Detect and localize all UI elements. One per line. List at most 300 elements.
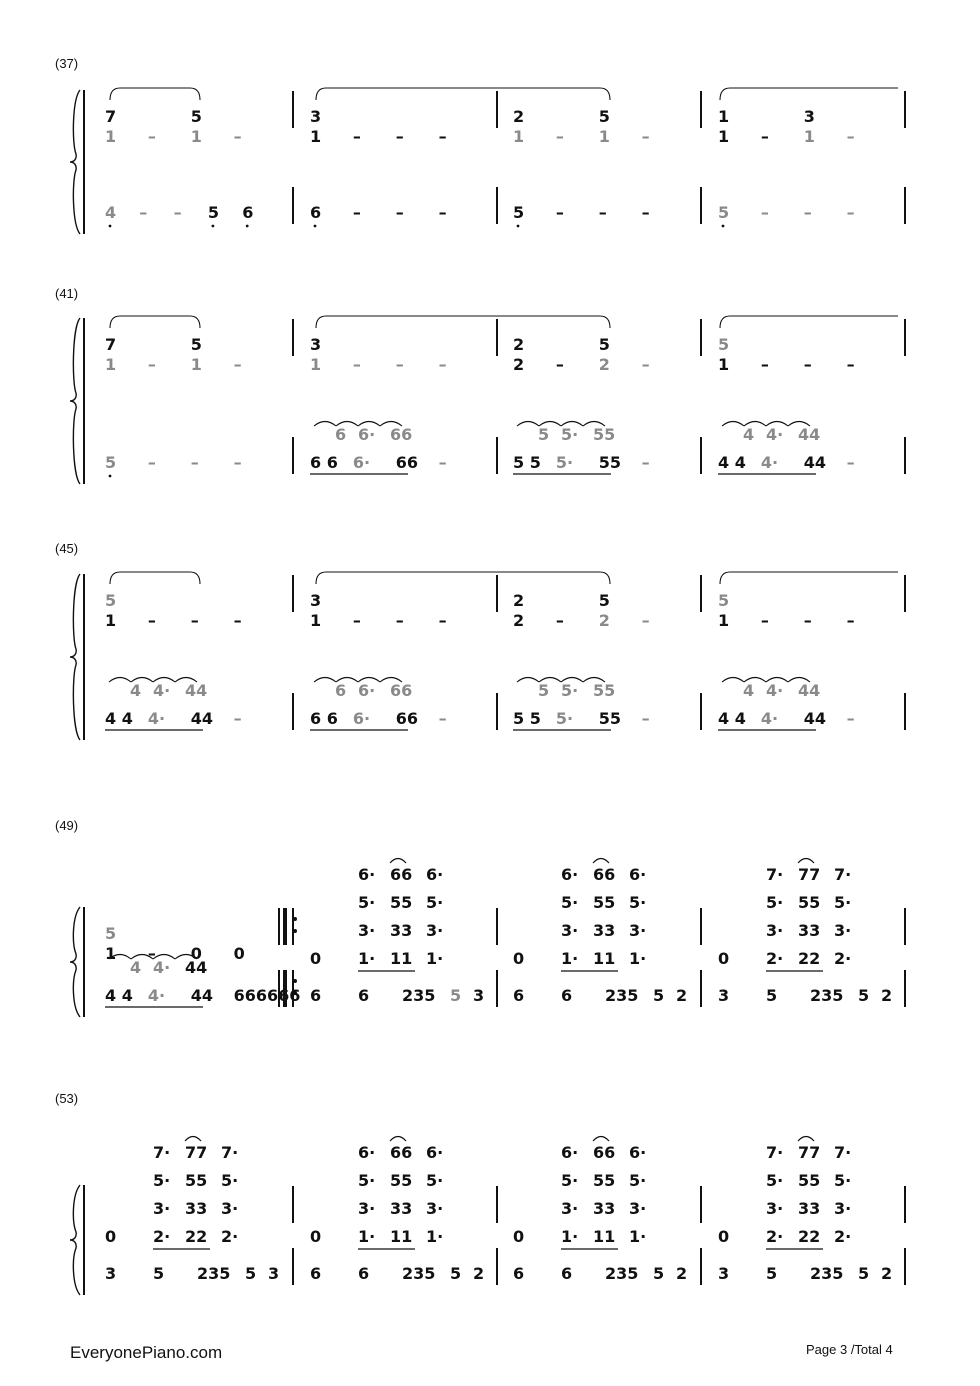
lower-note: 6 6 <box>310 453 338 472</box>
upper-note: – <box>147 355 156 374</box>
upper-note: 2· <box>834 1227 852 1246</box>
lower-note: 6· <box>352 709 371 728</box>
chord-note: 55 <box>185 1171 208 1190</box>
chord-note: 3· <box>426 921 444 940</box>
lower-note: 44 <box>190 709 214 728</box>
measure-number: (53) <box>55 1091 79 1106</box>
lower-note-top: 44 <box>185 958 208 977</box>
measure <box>718 591 855 730</box>
lower-note-top: 6· <box>358 681 376 700</box>
octave-dot <box>246 225 249 228</box>
upper-note-top: 3 <box>310 335 322 354</box>
chord-note: 55 <box>798 893 821 912</box>
lower-note-top: 6 <box>335 681 347 700</box>
chord-note: 5· <box>561 893 579 912</box>
upper-note-top: 3 <box>310 107 322 126</box>
upper-note: 1 <box>105 355 117 374</box>
upper-note: 2· <box>834 949 852 968</box>
upper-note: 1 <box>598 127 610 146</box>
measure <box>105 107 253 227</box>
chord-note: 3· <box>358 921 376 940</box>
lower-note: 5 <box>766 986 778 1005</box>
upper-note: 0 <box>513 1227 525 1246</box>
upper-note: – <box>233 611 242 630</box>
lower-note-top: 5· <box>561 425 579 444</box>
slur-arc <box>314 422 336 427</box>
lower-note: – <box>846 453 855 472</box>
lower-note: – <box>173 203 182 222</box>
upper-note: 1 <box>310 127 322 146</box>
lower-note: – <box>190 453 199 472</box>
upper-note: 1· <box>426 949 444 968</box>
chord-note: 55 <box>593 893 616 912</box>
lower-note: 5 5 <box>513 709 541 728</box>
lower-note: 5 <box>858 986 870 1005</box>
upper-note: – <box>555 127 564 146</box>
lower-note: 3 <box>473 986 485 1005</box>
grand-staff-brace <box>70 574 80 740</box>
lower-note: 5 5 <box>513 453 541 472</box>
site-footer: EveryonePiano.com <box>70 1343 223 1362</box>
measure <box>718 335 855 474</box>
lower-note: 44 <box>190 986 214 1005</box>
chord-note: 55 <box>390 1171 413 1190</box>
measure <box>310 591 447 730</box>
measure-number: (41) <box>55 286 79 301</box>
chord-note: 66 <box>593 865 616 884</box>
lower-note-top: 4 <box>743 681 755 700</box>
lower-note-top: 66 <box>390 425 413 444</box>
upper-note-top: 5 <box>105 924 117 943</box>
upper-note: – <box>641 127 650 146</box>
lower-note-top: 4· <box>153 681 171 700</box>
upper-note: 11 <box>593 1227 616 1246</box>
lower-note: 4 4 <box>105 709 133 728</box>
upper-note: – <box>233 355 242 374</box>
lower-note-top: 5· <box>561 681 579 700</box>
upper-note: – <box>555 611 564 630</box>
upper-note: 22 <box>185 1227 208 1246</box>
chord-note: 5· <box>426 1171 444 1190</box>
lower-note-top: 4 <box>130 681 142 700</box>
upper-note: – <box>846 355 855 374</box>
measure <box>105 1137 279 1284</box>
lower-note-top: 4· <box>766 425 784 444</box>
lower-note: 2 <box>676 1264 688 1283</box>
upper-note-top: 7 <box>105 107 117 126</box>
upper-note: – <box>438 127 447 146</box>
measure <box>310 859 484 1006</box>
chord-note: 5· <box>358 893 376 912</box>
lower-note: 6 <box>561 986 573 1005</box>
lower-note-top: 5 <box>538 681 550 700</box>
measure-number: (37) <box>55 56 79 71</box>
chord-note: 33 <box>593 1199 616 1218</box>
upper-note-top: 2 <box>513 107 525 126</box>
lower-note: 6 <box>310 1264 322 1283</box>
lower-note-top: 55 <box>593 681 616 700</box>
upper-note: – <box>555 355 564 374</box>
system-1 <box>55 56 905 234</box>
upper-note-top: 3 <box>803 107 815 126</box>
chord-note: 5· <box>221 1171 239 1190</box>
lower-note-top: 6· <box>358 425 376 444</box>
lower-note: 4· <box>760 453 779 472</box>
upper-note: 1 <box>513 127 525 146</box>
measure <box>513 1137 687 1284</box>
lower-note: 5 <box>245 1264 257 1283</box>
lower-note: 6 <box>513 1264 525 1283</box>
phrase-slur <box>316 572 610 584</box>
repeat-dot <box>293 917 297 921</box>
lower-note: 55 <box>598 709 622 728</box>
lower-note: – <box>598 203 607 222</box>
slur-arc <box>722 678 744 683</box>
lower-note: 2 <box>473 1264 485 1283</box>
upper-note: – <box>352 127 361 146</box>
upper-note: – <box>147 944 156 963</box>
measure <box>718 859 892 1006</box>
upper-note: 1· <box>426 1227 444 1246</box>
lower-note: 235 <box>810 986 844 1005</box>
upper-note: 0 <box>718 949 730 968</box>
lower-note: 3 <box>268 1264 280 1283</box>
phrase-slur <box>316 316 610 328</box>
lower-note: – <box>641 709 650 728</box>
octave-dot <box>109 225 112 228</box>
upper-note: 2· <box>153 1227 171 1246</box>
chord-note: 6· <box>358 1143 376 1162</box>
measure <box>513 107 650 227</box>
upper-note-top: 2 <box>513 591 525 610</box>
chord-note: 5· <box>766 1171 784 1190</box>
lower-note: 55 <box>598 453 622 472</box>
lower-note: 66 <box>395 709 419 728</box>
tie-arc <box>390 1137 406 1142</box>
upper-note: – <box>395 611 404 630</box>
systems-layer <box>55 56 905 1295</box>
upper-note: 2· <box>766 949 784 968</box>
upper-note-top: 3 <box>310 591 322 610</box>
upper-note: 1 <box>105 611 117 630</box>
lower-note: 5· <box>555 709 574 728</box>
octave-dot <box>314 225 317 228</box>
lower-note: 5 <box>653 1264 665 1283</box>
lower-note-top: 4· <box>766 681 784 700</box>
chord-note: 77 <box>798 1143 821 1162</box>
chord-note: 3· <box>834 1199 852 1218</box>
upper-note: – <box>395 127 404 146</box>
lower-note: 4 4 <box>105 986 133 1005</box>
upper-note-top: 5 <box>718 591 730 610</box>
lower-note: 6 <box>310 203 322 222</box>
lower-note-top: 44 <box>798 681 821 700</box>
tie-arc <box>798 859 814 864</box>
upper-note: 0 <box>233 944 245 963</box>
lower-note: 5 <box>653 986 665 1005</box>
lower-note: 44 <box>803 709 827 728</box>
slur-arc <box>517 678 539 683</box>
upper-note-top: 5 <box>598 591 610 610</box>
lower-note: 3 <box>718 1264 730 1283</box>
chord-note: 6· <box>561 1143 579 1162</box>
chord-note: 3· <box>221 1199 239 1218</box>
chord-note: 3· <box>561 921 579 940</box>
upper-note: 1 <box>718 611 730 630</box>
repeat-dot <box>293 929 297 933</box>
measure-number: (45) <box>55 541 79 556</box>
upper-note: 1 <box>310 611 322 630</box>
grand-staff-brace <box>70 318 80 484</box>
lower-note: 4 4 <box>718 453 746 472</box>
lower-note-top: 4 <box>130 958 142 977</box>
measure <box>105 335 242 477</box>
lower-note: – <box>139 203 148 222</box>
measure <box>310 107 447 227</box>
chord-note: 6· <box>358 865 376 884</box>
lower-note: 44 <box>803 453 827 472</box>
chord-note: 33 <box>798 921 821 940</box>
lower-note: – <box>147 453 156 472</box>
phrase-slur <box>110 316 200 328</box>
lower-note: 5 <box>858 1264 870 1283</box>
lower-note: – <box>438 453 447 472</box>
chord-note: 6· <box>426 1143 444 1162</box>
phrase-slur <box>720 316 898 328</box>
lower-note: 2 <box>676 986 688 1005</box>
upper-note: 11 <box>390 1227 413 1246</box>
lower-note: 5 <box>450 1264 462 1283</box>
chord-note: 6· <box>629 1143 647 1162</box>
lower-note-top: 44 <box>798 425 821 444</box>
upper-note: 2 <box>513 611 525 630</box>
upper-note: 22 <box>798 949 821 968</box>
octave-dot <box>517 225 520 228</box>
measure <box>310 335 447 474</box>
chord-note: 7· <box>834 865 852 884</box>
chord-note: 33 <box>798 1199 821 1218</box>
upper-note: 0 <box>718 1227 730 1246</box>
lower-note: 4 4 <box>718 709 746 728</box>
octave-dot <box>109 475 112 478</box>
upper-note: 11 <box>390 949 413 968</box>
upper-note: 1 <box>718 355 730 374</box>
upper-note-top: 1 <box>718 107 730 126</box>
upper-note: 0 <box>310 949 322 968</box>
upper-note: 2 <box>598 355 610 374</box>
upper-note-top: 2 <box>513 335 525 354</box>
upper-note: – <box>147 611 156 630</box>
upper-note-top: 5 <box>598 335 610 354</box>
lower-note: 5 <box>153 1264 165 1283</box>
phrase-slur <box>720 88 898 100</box>
lower-note: 4· <box>147 986 166 1005</box>
repeat-dot <box>293 979 297 983</box>
chord-note: 66 <box>390 865 413 884</box>
chord-note: 3· <box>834 921 852 940</box>
lower-note: 6 <box>358 1264 370 1283</box>
lower-note: 235 <box>197 1264 231 1283</box>
lower-note-top: 44 <box>185 681 208 700</box>
lower-note-top: 66 <box>390 681 413 700</box>
chord-note: 77 <box>798 865 821 884</box>
lower-note-top: 4· <box>153 958 171 977</box>
measure <box>718 107 855 227</box>
tie-arc <box>185 1137 201 1142</box>
lower-note: – <box>438 203 447 222</box>
upper-note: – <box>641 611 650 630</box>
upper-note: 2 <box>598 611 610 630</box>
upper-note: – <box>233 127 242 146</box>
chord-note: 7· <box>766 865 784 884</box>
system-2 <box>55 286 905 484</box>
measure <box>310 1137 484 1284</box>
phrase-slur <box>316 88 610 100</box>
upper-note: 1 <box>310 355 322 374</box>
chord-note: 33 <box>593 921 616 940</box>
upper-note: – <box>803 611 812 630</box>
upper-note: 0 <box>310 1227 322 1246</box>
tie-arc <box>593 859 609 864</box>
upper-note-top: 5 <box>105 591 117 610</box>
chord-note: 7· <box>221 1143 239 1162</box>
octave-dot <box>722 225 725 228</box>
lower-note: 6 <box>358 986 370 1005</box>
upper-note: 2 <box>513 355 525 374</box>
lower-note: 5 <box>513 203 525 222</box>
chord-note: 5· <box>358 1171 376 1190</box>
upper-note-top: 7 <box>105 335 117 354</box>
lower-note: 6 6 <box>310 709 338 728</box>
upper-note: – <box>352 611 361 630</box>
chord-note: 7· <box>153 1143 171 1162</box>
chord-note: 5· <box>561 1171 579 1190</box>
upper-note: – <box>438 611 447 630</box>
lower-note: 66 <box>395 453 419 472</box>
upper-note: 1 <box>190 355 202 374</box>
upper-note: – <box>760 127 769 146</box>
chord-note: 66 <box>593 1143 616 1162</box>
lower-note: 235 <box>605 986 639 1005</box>
upper-note: 22 <box>798 1227 821 1246</box>
upper-note: – <box>147 127 156 146</box>
upper-note: 1· <box>629 949 647 968</box>
lower-note: 6 <box>561 1264 573 1283</box>
slur-arc <box>517 422 539 427</box>
chord-note: 3· <box>766 1199 784 1218</box>
upper-note: 1· <box>358 949 376 968</box>
system-3 <box>55 541 905 740</box>
lower-note-top: 5 <box>538 425 550 444</box>
lower-note: 3 <box>105 1264 117 1283</box>
chord-note: 33 <box>390 921 413 940</box>
chord-note: 5· <box>426 893 444 912</box>
lower-note-top: 55 <box>593 425 616 444</box>
upper-note-top: 5 <box>190 107 202 126</box>
upper-note: 1· <box>561 1227 579 1246</box>
lower-note: 5 <box>718 203 730 222</box>
chord-note: 3· <box>629 921 647 940</box>
upper-note: 0 <box>105 1227 117 1246</box>
lower-note: – <box>555 203 564 222</box>
lower-note: – <box>803 203 812 222</box>
lower-note: 6 <box>242 203 254 222</box>
phrase-slur <box>110 88 200 100</box>
upper-note: 2· <box>221 1227 239 1246</box>
lower-note: 2 <box>881 986 893 1005</box>
slur-arc <box>722 422 744 427</box>
lower-note: 6 <box>310 986 322 1005</box>
upper-note: – <box>190 611 199 630</box>
chord-note: 3· <box>358 1199 376 1218</box>
upper-note: 1· <box>561 949 579 968</box>
grand-staff-brace <box>70 90 80 234</box>
lower-note: 5 <box>450 986 462 1005</box>
lower-note: 235 <box>605 1264 639 1283</box>
upper-note: – <box>803 355 812 374</box>
chord-note: 55 <box>390 893 413 912</box>
chord-note: 6· <box>561 865 579 884</box>
grand-staff-brace <box>70 1185 80 1295</box>
slur-arc <box>109 678 131 683</box>
system-4 <box>55 818 905 1017</box>
upper-note-top: 5 <box>190 335 202 354</box>
measure <box>105 591 242 730</box>
lower-note: – <box>641 453 650 472</box>
chord-note: 33 <box>390 1199 413 1218</box>
measure <box>513 335 650 474</box>
measure <box>513 859 687 1006</box>
lower-note: – <box>760 203 769 222</box>
chord-note: 3· <box>629 1199 647 1218</box>
chord-note: 3· <box>766 921 784 940</box>
lower-note: 235 <box>810 1264 844 1283</box>
chord-note: 33 <box>185 1199 208 1218</box>
lower-note: 4· <box>760 709 779 728</box>
lower-note: 2 <box>881 1264 893 1283</box>
lower-note: – <box>233 453 242 472</box>
upper-note: 11 <box>593 949 616 968</box>
lower-note: 5 <box>207 203 220 222</box>
chord-note: 5· <box>629 893 647 912</box>
lower-note: 235 <box>402 1264 436 1283</box>
upper-note: – <box>760 355 769 374</box>
upper-note-top: 5 <box>598 107 610 126</box>
upper-note: – <box>352 355 361 374</box>
lower-note: 3 <box>718 986 730 1005</box>
lower-note: 5 <box>105 453 117 472</box>
upper-note: 1· <box>629 1227 647 1246</box>
lower-note: 6· <box>352 453 371 472</box>
chord-note: 3· <box>561 1199 579 1218</box>
chord-note: 6· <box>426 865 444 884</box>
lower-note: 6 <box>513 986 525 1005</box>
upper-note: 1 <box>190 127 202 146</box>
lower-note: 4· <box>147 709 166 728</box>
upper-note: 0 <box>513 949 525 968</box>
upper-note: – <box>846 611 855 630</box>
lower-note: – <box>846 709 855 728</box>
chord-note: 55 <box>798 1171 821 1190</box>
lower-note: – <box>352 203 361 222</box>
measure <box>718 1137 892 1284</box>
measure <box>513 591 650 730</box>
chord-note: 3· <box>426 1199 444 1218</box>
tie-arc <box>390 859 406 864</box>
chord-note: 5· <box>834 1171 852 1190</box>
upper-note-top: 5 <box>718 335 730 354</box>
chord-note: 5· <box>153 1171 171 1190</box>
